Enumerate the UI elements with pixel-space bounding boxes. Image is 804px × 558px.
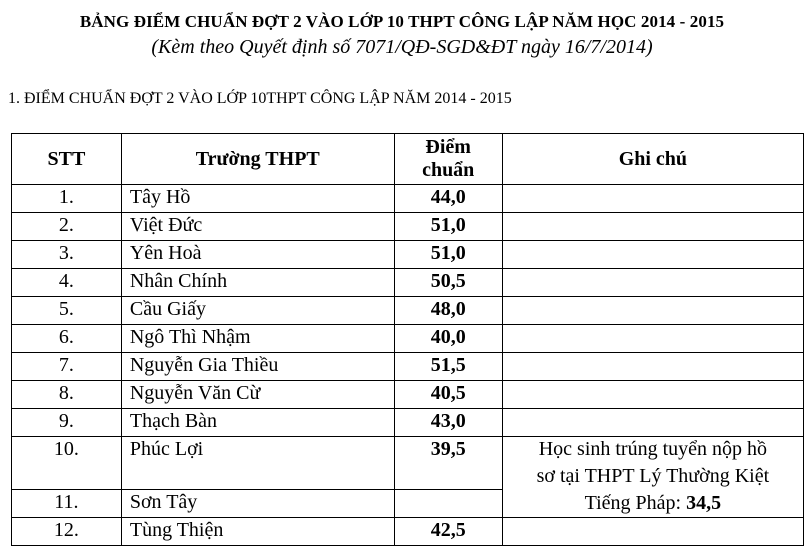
header-score-line1: Điểm [425, 136, 471, 158]
header-score [394, 134, 502, 185]
table-row [12, 325, 804, 353]
cell-score: 48,0 [394, 297, 502, 325]
table-row [12, 437, 804, 490]
cell-score: 51,0 [394, 213, 502, 241]
header-score-line2: chuẩn [422, 159, 475, 181]
cell-school: Phúc Lợi [121, 437, 394, 490]
table-row [12, 213, 804, 241]
note-line: sơ tại THPT Lý Thường Kiệt [536, 465, 770, 487]
cell-school: Nguyễn Văn Cừ [121, 381, 394, 409]
table-row [12, 185, 804, 213]
cell-note [502, 409, 803, 437]
cell-score: 40,0 [394, 325, 502, 353]
cell-school: Tây Hồ [121, 185, 394, 213]
cell-score: 44,0 [394, 185, 502, 213]
cell-school: Việt Đức [121, 213, 394, 241]
cell-stt: 11. [12, 490, 122, 518]
table-row [12, 518, 804, 546]
cell-stt: 3. [12, 241, 122, 269]
note-language-label: Tiếng Pháp: [584, 492, 682, 514]
document-subtitle: (Kèm theo Quyết định số 7071/QĐ-SGD&ĐT ngày 16/7/2014) [151, 36, 653, 58]
cell-stt: 5. [12, 297, 122, 325]
note-language-score: 34,5 [686, 492, 722, 514]
cell-stt: 7. [12, 353, 122, 381]
cell-score: 43,0 [394, 409, 502, 437]
cell-school: Nguyễn Gia Thiều [121, 353, 394, 381]
table-row [12, 269, 804, 297]
cell-school: Thạch Bàn [121, 409, 394, 437]
section-heading: 1. ĐIỂM CHUẨN ĐỢT 2 VÀO LỚP 10THPT CÔNG LẬP NĂM 2014 - 2015 [8, 90, 512, 107]
cell-school: Sơn Tây [121, 490, 394, 518]
header-school: Trường THPT [121, 134, 394, 185]
table-row [12, 241, 804, 269]
cell-stt: 8. [12, 381, 122, 409]
cell-score: 40,5 [394, 381, 502, 409]
score-table [11, 133, 804, 546]
document-title: BẢNG ĐIỂM CHUẨN ĐỢT 2 VÀO LỚP 10 THPT CÔNG LẬP NĂM HỌC 2014 - 2015 [79, 12, 725, 31]
cell-note [502, 269, 803, 297]
cell-note [502, 518, 803, 546]
cell-stt: 9. [12, 409, 122, 437]
cell-school: Yên Hoà [121, 241, 394, 269]
cell-score: 42,5 [394, 518, 502, 546]
cell-stt: 1. [12, 185, 122, 213]
cell-note [502, 353, 803, 381]
cell-stt: 12. [12, 518, 122, 546]
cell-note [502, 325, 803, 353]
cell-note [502, 185, 803, 213]
table-row [12, 381, 804, 409]
cell-stt: 10. [12, 437, 122, 490]
cell-note [502, 213, 803, 241]
cell-score: 39,5 [394, 437, 502, 490]
note-line: Học sinh trúng tuyển nộp hồ [538, 438, 768, 460]
cell-note [502, 381, 803, 409]
cell-score [394, 490, 502, 518]
cell-stt: 2. [12, 213, 122, 241]
header-stt: STT [12, 134, 122, 185]
cell-stt: 6. [12, 325, 122, 353]
table-row [12, 409, 804, 437]
cell-score: 50,5 [394, 269, 502, 297]
cell-score: 51,5 [394, 353, 502, 381]
table-row [12, 353, 804, 381]
cell-note [502, 241, 803, 269]
table-row [12, 297, 804, 325]
cell-school: Cầu Giấy [121, 297, 394, 325]
cell-score: 51,0 [394, 241, 502, 269]
header-note: Ghi chú [502, 134, 803, 185]
cell-school: Ngô Thì Nhậm [121, 325, 394, 353]
cell-note-merged [502, 437, 803, 518]
cell-school: Tùng Thiện [121, 518, 394, 546]
cell-stt: 4. [12, 269, 122, 297]
cell-note [502, 297, 803, 325]
cell-school: Nhân Chính [121, 269, 394, 297]
